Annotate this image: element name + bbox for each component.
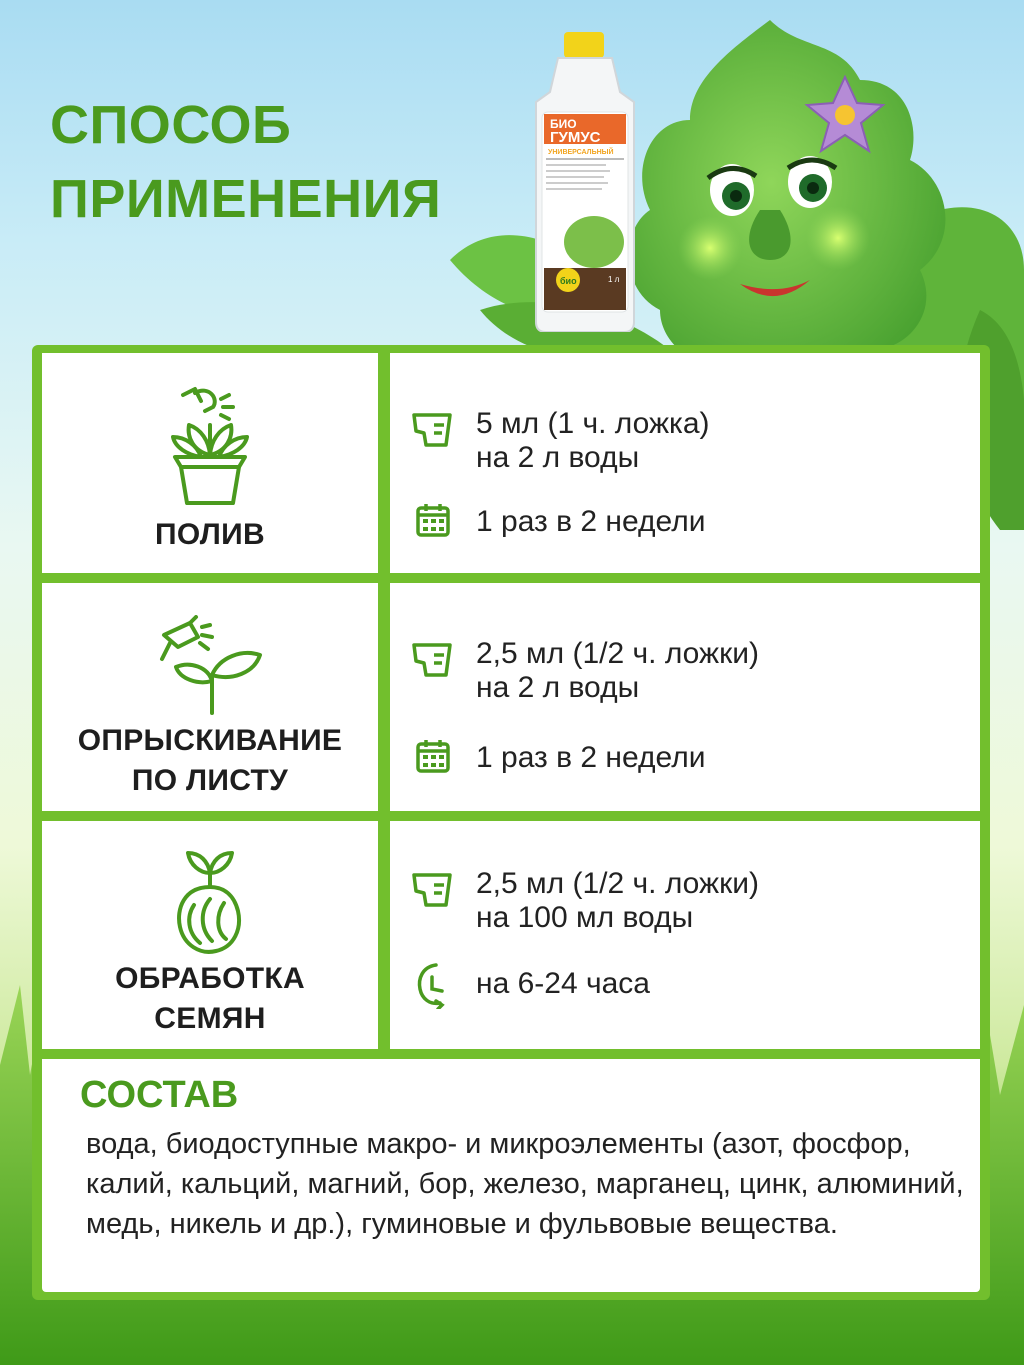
row-3-duration: на 6-24 часа	[476, 967, 650, 1000]
clock-icon	[416, 961, 450, 1009]
row-1-frequency: 1 раз в 2 недели	[476, 505, 706, 538]
row-3-dose: 2,5 мл (1/2 ч. ложки) на 100 мл воды	[476, 867, 759, 934]
row-3-method-cell	[42, 821, 378, 1049]
measuring-cup-icon	[412, 641, 452, 677]
bottle-brand-line2: ГУМУС	[550, 129, 601, 146]
title-line-2: ПРИМЕНЕНИЯ	[50, 169, 442, 229]
composition-text: вода, биодоступные макро- и микроэлементы (азот, фосфор, калий, кальций, магний, бор, железо, марганец, цинк, алюминий, медь, никель и др.), гуминовые и фульвовые вещества.	[86, 1128, 964, 1240]
title-line-1: СПОСОБ	[50, 95, 292, 155]
measuring-cup-icon	[412, 411, 452, 447]
seed-sprout-icon	[170, 847, 250, 957]
row-1-dose: 5 мл (1 ч. ложка) на 2 л воды	[476, 407, 710, 474]
row-1-details-cell	[390, 353, 980, 573]
row-3-details-cell	[390, 821, 980, 1049]
bottle-volume: 1 л	[608, 275, 620, 284]
row-2-frequency: 1 раз в 2 недели	[476, 741, 706, 774]
measuring-cup-icon	[412, 871, 452, 907]
composition-title: СОСТАВ	[80, 1074, 239, 1116]
row-2-details-cell	[390, 583, 980, 811]
row-2-dose: 2,5 мл (1/2 ч. ложки) на 2 л воды	[476, 637, 759, 704]
row-3-label: ОБРАБОТКА СЕМЯН	[115, 962, 305, 1035]
row-2-label: ОПРЫСКИВАНИЕ ПО ЛИСТУ	[77, 724, 343, 797]
row-1-label: ПОЛИВ	[155, 518, 265, 551]
bottle-bio-badge: био	[560, 276, 577, 286]
row-1-method-cell	[42, 353, 378, 573]
spray-sprout-icon	[150, 615, 270, 715]
bottle-subtitle: УНИВЕРСАЛЬНЫЙ	[548, 149, 614, 156]
watering-plant-icon	[165, 385, 255, 505]
product-bottle	[524, 32, 646, 332]
bottle-brand-line1: БИО	[550, 117, 577, 131]
row-2-method-cell	[42, 583, 378, 811]
page-title	[50, 88, 441, 236]
calendar-icon	[416, 739, 450, 773]
calendar-icon	[416, 503, 450, 537]
